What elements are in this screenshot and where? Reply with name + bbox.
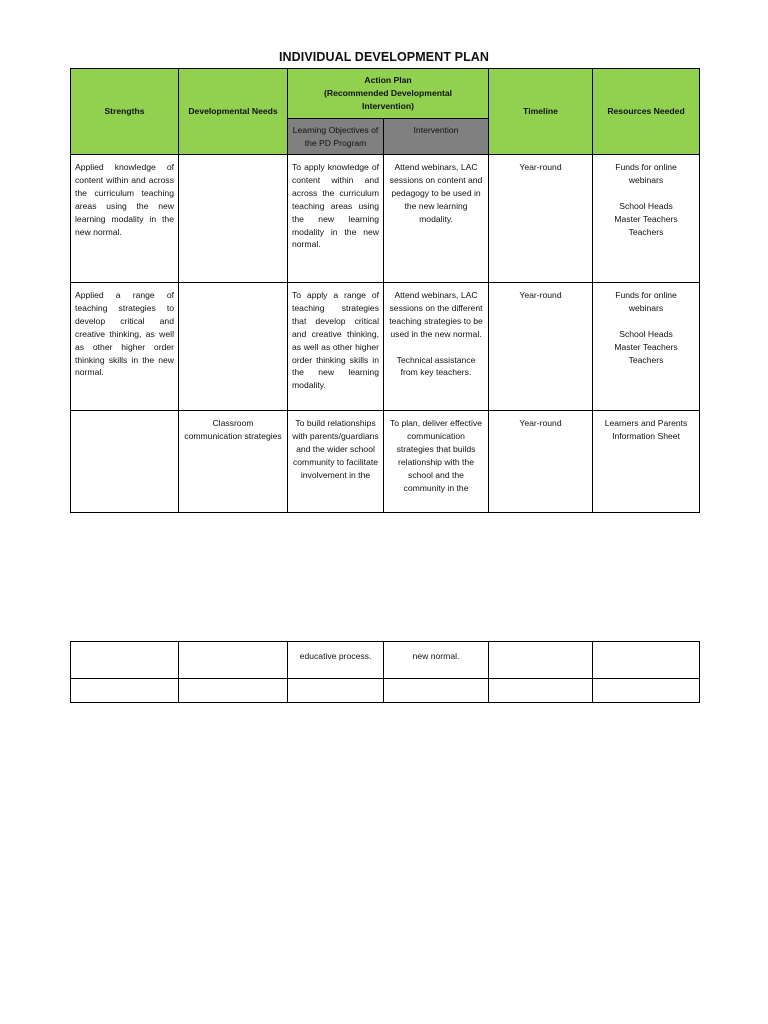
strengths-cell <box>71 411 179 513</box>
table-row <box>71 642 700 679</box>
resources-cell: Funds for online webinars School Heads Master Teachers Teachers <box>593 155 700 283</box>
table-row <box>71 283 700 411</box>
timeline-cell: Year-round <box>489 283 593 411</box>
header-action-plan <box>288 69 489 119</box>
header-strengths: Strengths <box>71 69 179 155</box>
intervention-cell: To plan, deliver effective communication strategies that builds relationship with the school and the community in the <box>384 411 489 513</box>
resources-cell <box>593 642 700 679</box>
resources-cell: Funds for online webinars School Heads Master Teachers Teachers <box>593 283 700 411</box>
timeline-cell: Year-round <box>489 155 593 283</box>
timeline-cell: Year-round <box>489 411 593 513</box>
document-title: INDIVIDUAL DEVELOPMENT PLAN <box>278 50 490 64</box>
developmental-needs-cell <box>179 283 288 411</box>
intervention-cell: new normal. <box>384 642 489 679</box>
learning-objectives-cell: To build relationships with parents/guardians and the wider school community to facilitate involvement in the <box>288 411 384 513</box>
table-row <box>71 679 700 703</box>
strengths-cell: Applied knowledge of content within and across the curriculum teaching areas using the new learning modality in the new normal. <box>71 155 179 283</box>
header-learning-objectives: Learning Objectives of the PD Program <box>288 119 384 155</box>
developmental-needs-cell <box>179 679 288 703</box>
development-plan-table <box>70 68 700 513</box>
header-developmental-needs: Developmental Needs <box>179 69 288 155</box>
table-row <box>71 155 700 283</box>
developmental-needs-cell: Classroom communication strategies <box>179 411 288 513</box>
strengths-cell <box>71 642 179 679</box>
action-plan-line3: Intervention) <box>361 100 415 111</box>
intervention-cell <box>384 679 489 703</box>
resources-cell: Learners and Parents Information Sheet <box>593 411 700 513</box>
learning-objectives-cell <box>288 679 384 703</box>
table-header-row <box>71 69 700 119</box>
developmental-needs-cell <box>179 155 288 283</box>
intervention-cell: Attend webinars, LAC sessions on the different teaching strategies to be used in the new normal. Technical assistance from key teachers. <box>384 283 489 411</box>
timeline-cell <box>489 642 593 679</box>
header-timeline: Timeline <box>489 69 593 155</box>
table-row <box>71 411 700 513</box>
resources-cell <box>593 679 700 703</box>
header-resources-needed: Resources Needed <box>593 69 700 155</box>
action-plan-line1: Action Plan <box>364 75 412 86</box>
developmental-needs-cell <box>179 642 288 679</box>
header-intervention: Intervention <box>384 119 489 155</box>
learning-objectives-cell: educative process. <box>288 642 384 679</box>
action-plan-line2: (Recommended Developmental <box>324 88 452 99</box>
learning-objectives-cell: To apply knowledge of content within and across the curriculum teaching areas using the new learning modality in the new normal. <box>288 155 384 283</box>
strengths-cell: Applied a range of teaching strategies to develop critical and creative thinking, as well as other higher order thinking skills in the new normal. <box>71 283 179 411</box>
intervention-cell: Attend webinars, LAC sessions on content and pedagogy to be used in the new learning modality. <box>384 155 489 283</box>
learning-objectives-cell: To apply a range of teaching strategies that develop critical and creative thinking, as well as other higher order thinking skills in the new learning modality. <box>288 283 384 411</box>
strengths-cell <box>71 679 179 703</box>
timeline-cell <box>489 679 593 703</box>
continuation-table <box>70 641 700 703</box>
